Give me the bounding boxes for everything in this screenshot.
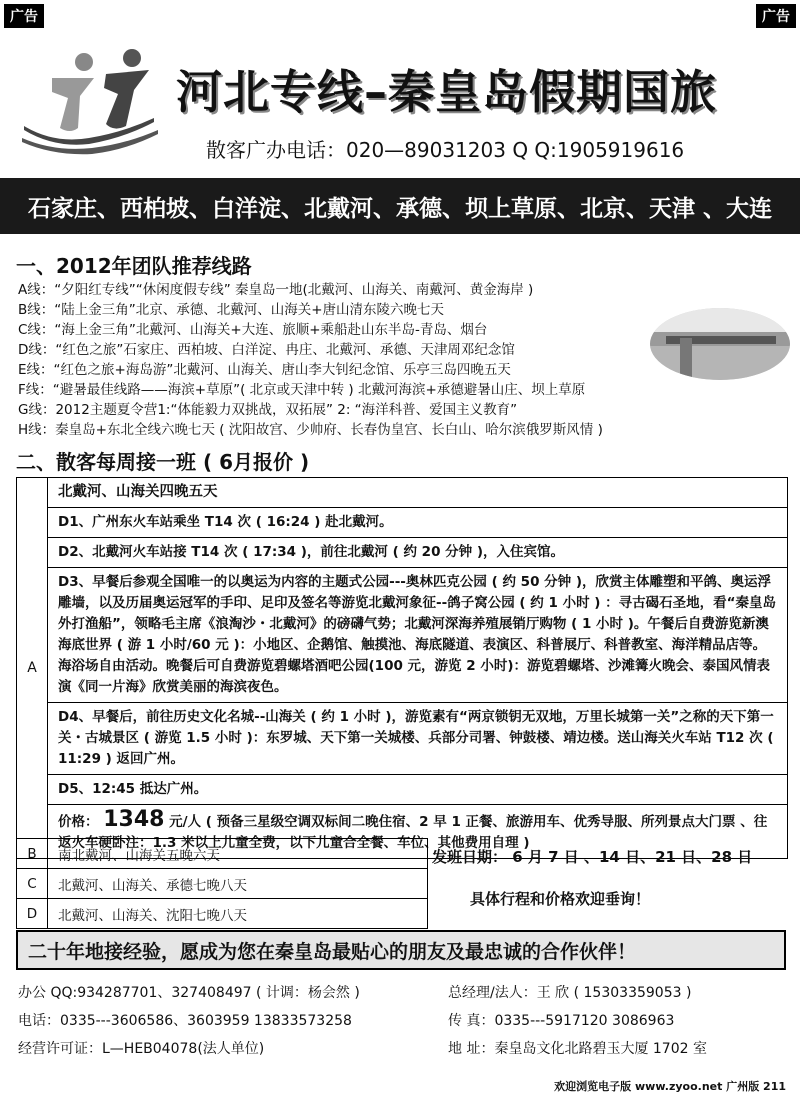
license: 经营许可证：L—HEB04078(法人单位): [18, 1041, 265, 1057]
route-item: D线：“红色之旅”石家庄、西柏坡、白洋淀、冉庄、北戴河、承德、天津周邓纪念馆: [18, 342, 515, 358]
price-unit: 元/人: [169, 814, 202, 830]
route-row: [17, 869, 427, 899]
address: 地 址：秦皇岛文化北路碧玉大厦 1702 室: [448, 1041, 707, 1057]
row-label: C: [17, 869, 48, 898]
section1-heading: 一、2012年团队推荐线路: [16, 254, 252, 278]
slogan-banner: 二十年地接经验，愿成为您在秦皇岛最贴心的朋友及最忠诚的合作伙伴！: [16, 930, 786, 970]
route-item: F线：“避暑最佳线路——海滨+草原”( 北京或天津中转 ) 北戴河海滨+承德避暑山庄、坝上草原: [18, 382, 586, 398]
fax: 传 真：0335---5917120 3086963: [448, 1013, 675, 1029]
day-4: D4、早餐后，前往历史文化名城--山海关 ( 约 1 小时 )，游览素有“两京锁钥无双地，万里长城第一关”之称的天下第一关・古城景区 ( 游览 1.5 小时 )：东罗城、天下第一关城楼、兵部分司署、钟鼓楼、靖边楼。送山海关火车站 T12 次 ( 11:29 ) 返回广州。: [48, 703, 787, 775]
company-logo: [14, 48, 164, 158]
page-footer: 欢迎浏览电子版 www.zyoo.net 广州版 211: [554, 1080, 786, 1093]
route-row: [17, 899, 427, 928]
ad-label-left: 广告: [4, 4, 44, 28]
office-qq: 办公 QQ:934287701、327408497 ( 计调：杨会然 ): [18, 985, 360, 1001]
beach-photo: [650, 308, 790, 380]
row-label: D: [17, 899, 48, 928]
telephone: 电话：0335---3606586、3603959 13833573258: [18, 1013, 352, 1029]
inquiry-note: 具体行程和价格欢迎垂询！: [470, 890, 651, 908]
ad-label-right: 广告: [756, 4, 796, 28]
route-list: [18, 280, 658, 440]
departure-dates: 发班日期： 6 月 7 日 、14 日、21 日、28 日: [432, 848, 753, 866]
row-text: 南北戴河、山海关五晚六天: [58, 847, 220, 864]
row-label: B: [17, 839, 48, 868]
route-item: H线：秦皇岛+东北全线六晚七天 ( 沈阳故宫、少帅府、长春伪皇宫、长白山、哈尔滨俄罗斯风情 ): [18, 422, 603, 438]
day-3: D3、早餐后参观全国唯一的以奥运为内容的主题式公园---奥林匹克公园 ( 约 50 分钟 )，欣赏主体雕塑和平鸽、奥运浮雕墙，以及历届奥运冠军的手印、足印及签名等游览北戴河象征--鸽子窝公园 ( 约 1 小时 ) ：寻古碣石圣地，看“秦皇岛外打渔船”，领略毛主席《浪淘沙・北戴河》的磅礴气势；北戴河深海养殖展销厅购物 ( 1 小时 )。午餐后自费游览新澳海底世界 ( 游 1 小时/60 元 )：小地区、企鹅馆、触摸池、海底隧道、表演区、科普展厅、科普教室、海洋精品店等。海浴场自由活动。晚餐后可自费游览碧螺塔酒吧公园(100 元，游览 2 小时)：游览碧螺塔、沙滩篝火晚会、泰国风情表演《同一片海》欣赏美丽的海滨夜色。: [48, 568, 787, 703]
price-note: ( 预备三星级空调双标间二晚住宿、2 早 1 正餐、旅游用车、优秀导服、所列景点大门票 、往返火车硬卧注：1.3 米以上儿童全费，以下儿童合全餐、车位、其他费用自理 ): [58, 814, 768, 851]
route-item: G线：2012主题夏令营1:“体能毅力双挑战，双拓展” 2: “海洋科普、爱国主义教育”: [18, 402, 518, 418]
route-item: E线：“红色之旅+海岛游”北戴河、山海关、唐山李大钊纪念馆、乐亭三岛四晚五天: [18, 362, 511, 378]
price-label: 价格：: [58, 814, 99, 830]
contact-phone-line: 散客广办电话：020—89031203 Q Q:1905919616: [206, 138, 685, 162]
price-value: 1348: [103, 807, 165, 832]
day-2: D2、北戴河火车站接 T14 次 ( 17:34 )，前往北戴河 ( 约 20 分钟 )，入住宾馆。: [48, 538, 787, 568]
route-item: A线：“夕阳红专线”“休闲度假专线” 秦皇岛一地(北戴河、山海关、南戴河、黄金海岸 ): [18, 282, 534, 298]
row-text: 北戴河、山海关、沈阳七晚八天: [58, 907, 247, 924]
day-1: D1、广州东火车站乘坐 T14 次 ( 16:24 ) 赴北戴河。: [48, 508, 787, 538]
city-banner: 石家庄、西柏坡、白洋淀、北戴河、承德、坝上草原、北京、天津 、大连: [0, 178, 800, 234]
section2-heading: 二、散客每周接一班 ( 6月报价 ): [16, 450, 310, 474]
page-title: 河北专线–秦皇岛假期国旅: [176, 65, 717, 119]
day-5: D5、12:45 抵达广州。: [48, 775, 787, 805]
route-item: C线：“海上金三角”北戴河、山海关+大连、旅顺+乘船赴山东半岛-青岛、烟台: [18, 322, 488, 338]
route-a-title: 北戴河、山海关四晚五天: [48, 478, 787, 508]
row-text: 北戴河、山海关、承德七晚八天: [58, 877, 247, 894]
itinerary-table: [16, 477, 788, 859]
row-label-a: A: [17, 478, 48, 858]
general-manager: 总经理/法人：王 欣 ( 15303359053 ): [448, 985, 692, 1001]
route-row: [17, 839, 427, 869]
route-item: B线：“陆上金三角”北京、承德、北戴河、山海关+唐山清东陵六晚七天: [18, 302, 445, 318]
other-routes: [16, 838, 428, 929]
